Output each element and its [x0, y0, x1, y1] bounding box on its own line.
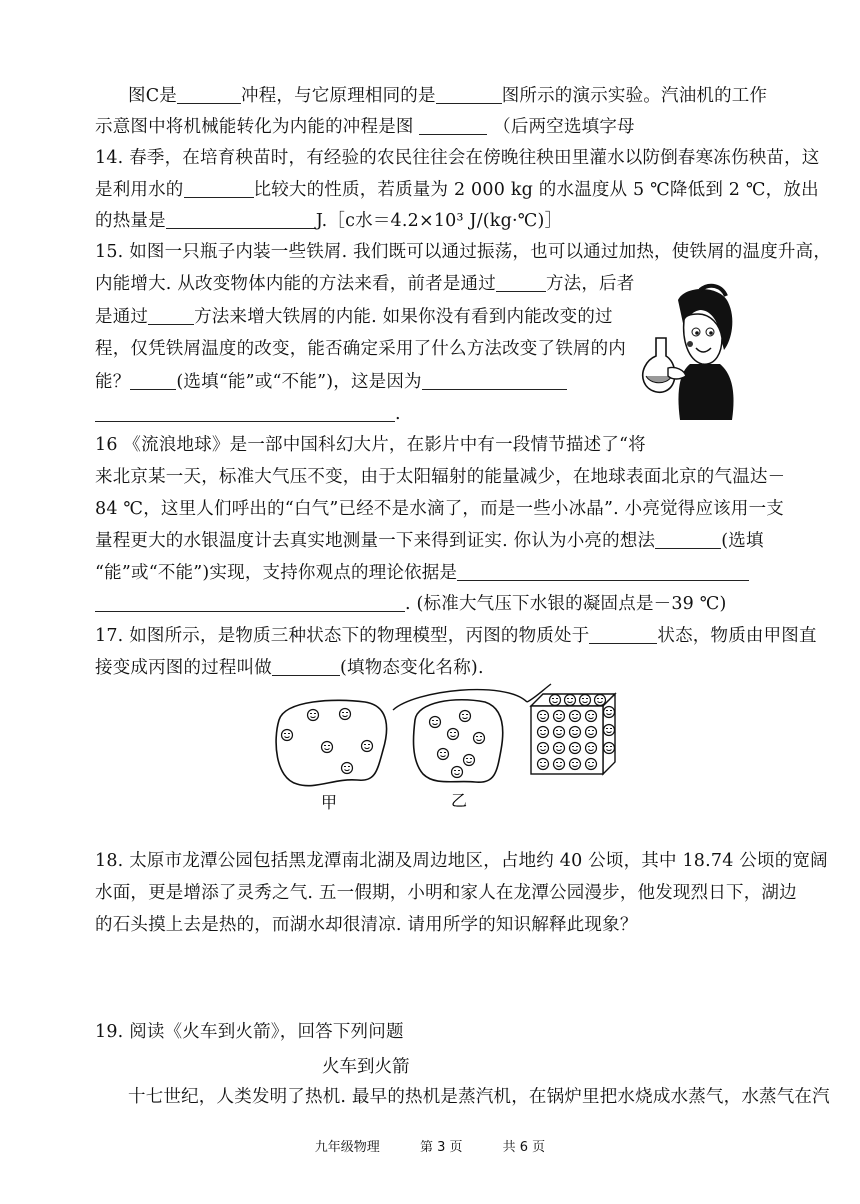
q16-line1: 16 《流浪地球》是一部中国科幻大片，在影片中有一段情节描述了“将 [95, 435, 646, 455]
answer-blank[interactable] [184, 179, 254, 198]
page-footer [0, 1136, 860, 1155]
answer-blank[interactable] [95, 403, 395, 422]
label-yi: 乙 [451, 791, 468, 810]
answer-blank[interactable] [419, 116, 487, 135]
q15-line3: 是通过 方法来增大铁屑的内能. 如果你没有看到内能改变的过 [95, 307, 613, 327]
q13-line1: 图C是 冲程，与它原理相同的是 图所示的演示实验。汽油机的工作 [128, 86, 768, 106]
states-of-matter-figure [265, 680, 625, 815]
footer-total: 共 6 页 [502, 1140, 546, 1155]
passage-title: 火车到火箭 [322, 1057, 410, 1077]
answer-blank[interactable] [422, 371, 567, 390]
q16-line4: 量程更大的水银温度计去真实地测量一下来得到证实. 你认为小亮的想法 (选填 [95, 531, 764, 551]
q17-line2: 接变成丙图的过程叫做 (填物态变化名称). [95, 658, 484, 678]
answer-blank[interactable] [589, 625, 657, 644]
q16-line3: 84 ℃，这里人们呼出的“白气”已经不是水滴了，而是一些小冰晶”. 小亮觉得应该用一支 [95, 499, 784, 519]
answer-blank[interactable] [148, 306, 194, 325]
q15-line5: 能？ (选填“能”或“不能”)，这是因为 [95, 370, 567, 394]
q19-line1: 19. 阅读《火车到火箭》，回答下列问题 [95, 1022, 404, 1042]
model-jia [276, 700, 386, 785]
footer-subject: 九年级物理 [314, 1140, 380, 1155]
q16-line5: “能”或“不能”)实现，支持你观点的理论依据是 [95, 561, 749, 585]
answer-blank[interactable] [95, 593, 405, 612]
q15-line4: 程，仅凭铁屑温度的改变，能否确定采用了什么方法改变了铁屑的内 [95, 339, 626, 359]
q17-line1: 17. 如图所示，是物质三种状态下的物理模型，丙图的物质处于 状态，物质由甲图直 [95, 626, 817, 646]
answer-blank[interactable] [436, 85, 502, 104]
q14-line1: 14. 春季，在培育秧苗时，有经验的农民往往会在傍晚往秧田里灌水以防倒春寒冻伤秧苗，这 [95, 148, 820, 168]
q14-line2: 是利用水的 比较大的性质，若质量为 2 000 kg 的水温度从 5 ℃降低到 2 ℃，放出 [95, 180, 819, 200]
label-jia: 甲 [321, 793, 338, 812]
q16-line6: . (标准大气压下水银的凝固点是－39 ℃) [95, 592, 727, 616]
q18-line3: 的石头摸上去是热的，而湖水却很清凉. 请用所学的知识解释此现象？ [95, 915, 638, 935]
q19-line2: 十七世纪，人类发明了热机. 最早的热机是蒸汽机，在锅炉里把水烧成水蒸气，水蒸气在汽 [128, 1087, 830, 1107]
q16-line2: 来北京某一天，标准大气压不变，由于太阳辐射的能量减少，在地球表面北京的气温达－ [95, 467, 786, 487]
q15-line6: . [95, 402, 401, 426]
answer-blank[interactable] [457, 562, 749, 581]
answer-blank[interactable] [272, 657, 340, 676]
answer-blank[interactable] [496, 273, 546, 292]
answer-blank[interactable] [655, 530, 721, 549]
model-bing [531, 694, 615, 774]
girl-with-flask-illustration [640, 280, 740, 430]
q18-line2: 水面，更是增添了灵秀之气. 五一假期，小明和家人在龙潭公园漫步，他发现烈日下，湖边 [95, 883, 797, 903]
footer-page: 第 3 页 [419, 1140, 463, 1155]
q18-line1: 18. 太原市龙潭公园包括黑龙潭南北湖及周边地区，占地约 40 公顷，其中 18.74 公顷的宽阔 [95, 851, 828, 871]
answer-blank[interactable] [177, 85, 241, 104]
answer-blank[interactable] [130, 371, 176, 390]
q14-line3: 的热量是 J.［c水＝4.2×10³ J/(kg·℃)］ [95, 211, 563, 231]
q15-line1: 15. 如图一只瓶子内装一些铁屑. 我们既可以通过振荡，也可以通过加热，使铁屑的温度升高， [95, 242, 832, 262]
answer-blank[interactable] [166, 210, 316, 229]
model-yi [413, 700, 502, 782]
q13-line2: 示意图中将机械能转化为内能的冲程是图 （后两空选填字母 [95, 117, 635, 137]
q15-line2: 内能增大. 从改变物体内能的方法来看，前者是通过 方法，后者 [95, 274, 635, 294]
